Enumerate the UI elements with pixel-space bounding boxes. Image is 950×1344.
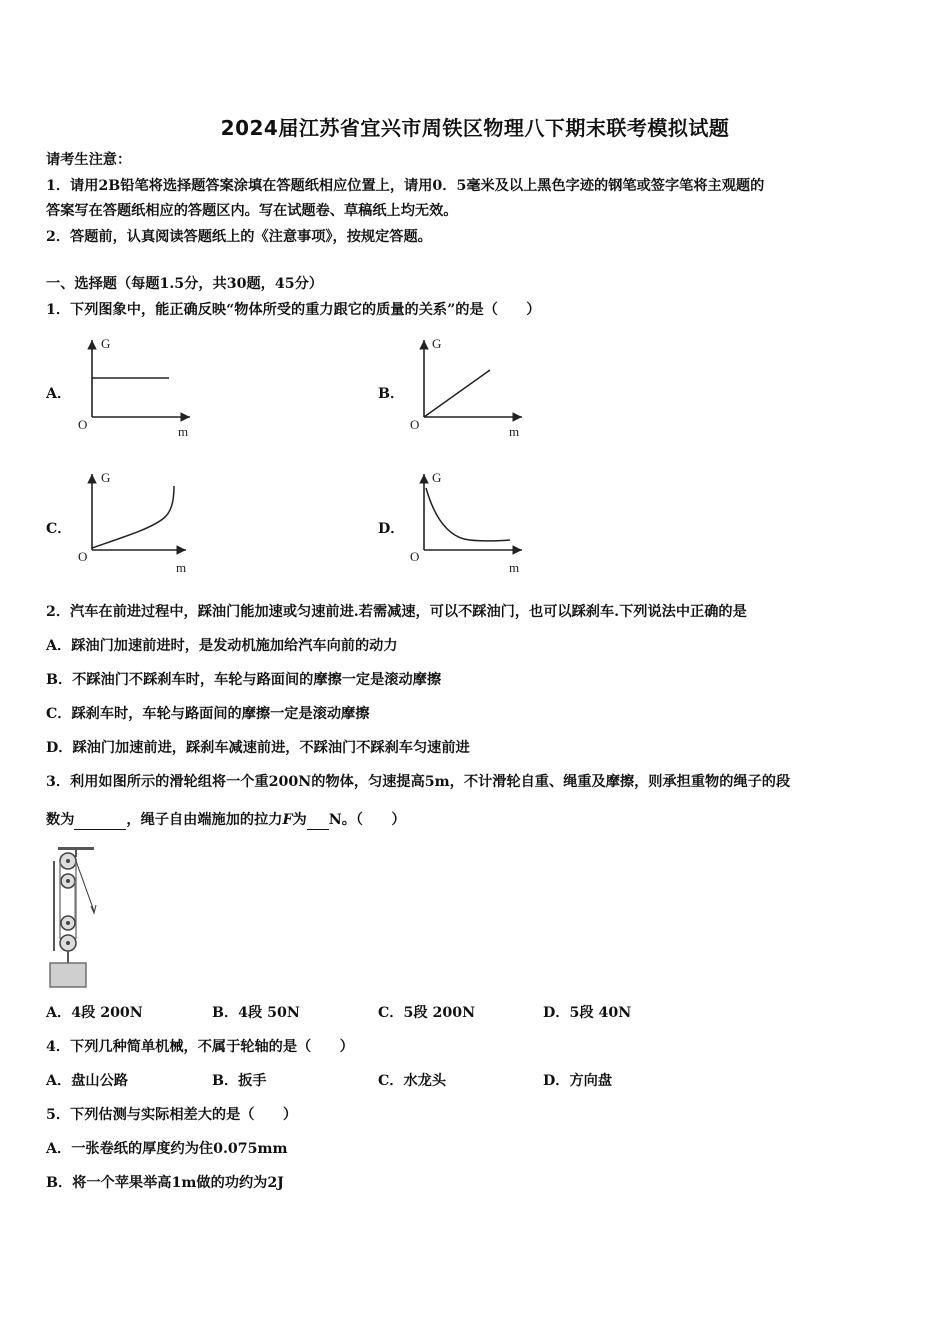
axis-label-m: m xyxy=(509,424,520,439)
axis-label-m: m xyxy=(509,560,520,575)
q2-option-d: D．踩油门加速前进，踩刹车减速前进，不踩油门不踩刹车匀速前进 xyxy=(46,740,470,756)
question-4-stem: 4．下列几种简单机械，不属于轮轴的是（ ） xyxy=(46,1039,354,1055)
q3-blank-1 xyxy=(74,813,126,830)
q2-option-c: C．踩刹车时，车轮与路面间的摩擦一定是滚动摩擦 xyxy=(46,706,370,722)
q3-text-d: N。（ ） xyxy=(328,812,406,828)
axis-label-m: m xyxy=(178,424,189,439)
q4-option-d: D．方向盘 xyxy=(543,1073,613,1089)
q1-option-d-label: D． xyxy=(378,521,405,537)
q1-graph-d xyxy=(404,466,534,582)
origin-label: O xyxy=(78,417,88,432)
q4-option-c: C．水龙头 xyxy=(378,1073,447,1089)
q4-option-a: A．盘山公路 xyxy=(46,1073,128,1089)
q3-text-a: 数为 xyxy=(46,812,75,828)
page-title: 2024届江苏省宜兴市周铁区物理八下期末联考模拟试题 xyxy=(220,116,730,140)
axis-label-g: G xyxy=(101,336,111,351)
q3-force-symbol: F xyxy=(282,812,293,828)
q3-option-a: A．4段 200N xyxy=(46,1005,143,1021)
q1-graph-b xyxy=(404,332,534,446)
q3-option-b: B．4段 50N xyxy=(212,1005,300,1021)
origin-label: O xyxy=(410,417,420,432)
q2-option-a: A．踩油门加速前进时，是发动机施加给汽车向前的动力 xyxy=(46,638,398,654)
pulley-figure xyxy=(40,843,110,997)
q3-option-d: D．5段 40N xyxy=(543,1005,632,1021)
q3-text-b: ，绳子自由端施加的拉力 xyxy=(126,812,283,828)
axis-label-m: m xyxy=(176,560,187,575)
question-2-stem: 2．汽车在前进过程中，踩油门能加速或匀速前进.若需减速，可以不踩油门，也可以踩刹车.下列说法中正确的是 xyxy=(46,604,747,620)
q1-option-a-label: A． xyxy=(46,386,72,402)
origin-label: O xyxy=(78,549,88,564)
q4-option-b: B．扳手 xyxy=(212,1073,267,1089)
question-3-stem-line1: 3．利用如图所示的滑轮组将一个重200N的物体，匀速提高5m，不计滑轮自重、绳重及摩擦，则承担重物的绳子的段 xyxy=(46,774,791,790)
q3-option-c: C．5段 200N xyxy=(378,1005,476,1021)
axis-label-g: G xyxy=(432,336,442,351)
origin-label: O xyxy=(410,549,420,564)
q1-graph-c xyxy=(72,466,202,582)
axis-label-g: G xyxy=(432,470,442,485)
q2-option-b: B．不踩油门不踩刹车时，车轮与路面间的摩擦一定是滚动摩擦 xyxy=(46,672,442,688)
q1-option-c-label: C． xyxy=(46,521,72,537)
q3-text-c: 为 xyxy=(292,812,307,828)
q1-graph-a xyxy=(72,332,202,446)
axis-label-g: G xyxy=(101,470,111,485)
q1-option-b-label: B． xyxy=(378,386,405,402)
question-1-stem: 1．下列图象中，能正确反映“物体所受的重力跟它的质量的关系”的是（ ） xyxy=(46,302,541,318)
question-5-stem: 5．下列估测与实际相差大的是（ ） xyxy=(46,1107,298,1123)
q5-option-a: A．一张卷纸的厚度约为住0.075mm xyxy=(46,1141,288,1157)
notice-line-1: 1．请用2B铅笔将选择题答案涂填在答题纸相应位置上，请用0．5毫米及以上黑色字迹的钢笔或签字笔将主观题的 xyxy=(46,178,765,194)
question-3-stem-line2 xyxy=(46,810,406,830)
notice-heading: 请考生注意： xyxy=(46,152,132,168)
notice-line-2: 答案写在答题纸相应的答题区内。写在试题卷、草稿纸上均无效。 xyxy=(46,203,458,219)
q5-option-b: B．将一个苹果举高1m做的功约为2J xyxy=(46,1175,284,1191)
q3-blank-2 xyxy=(307,813,329,830)
section-heading: 一、选择题（每题1.5分，共30题，45分） xyxy=(46,276,323,292)
notice-line-3: 2．答题前，认真阅读答题纸上的《注意事项》，按规定答题。 xyxy=(46,229,432,245)
